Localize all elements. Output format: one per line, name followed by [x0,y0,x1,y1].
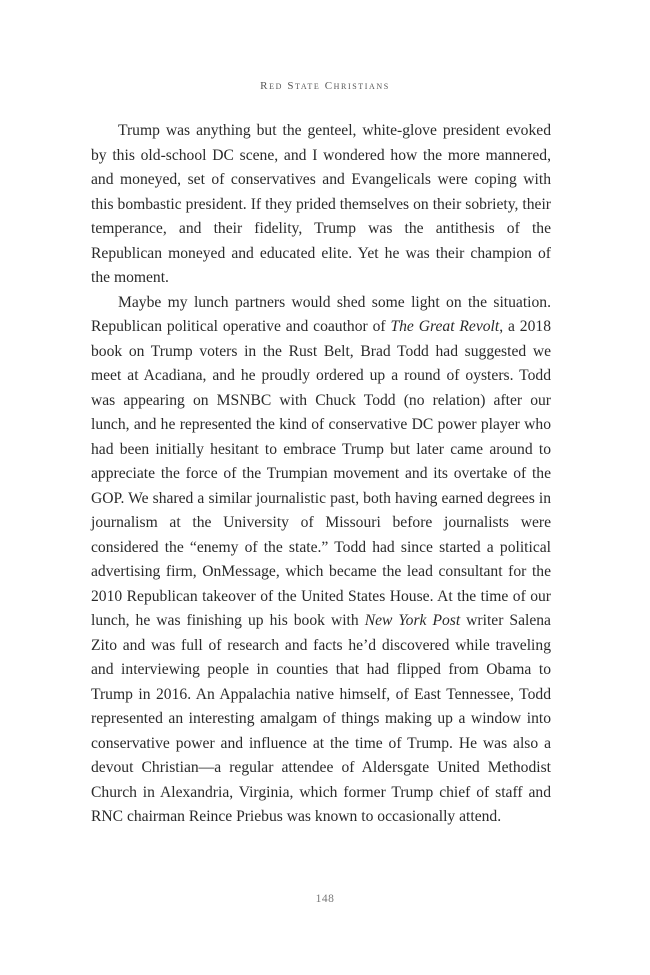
paragraph-1: Trump was anything but the genteel, white-glove president evoked by this old-school DC scene, and I wondered how the more mannered, and moneyed, set of conservatives and Evangelicals were coping with this bombastic president. If they prided themselves on their sobriety, their temperance, and their fidelity, Trump was the antithesis of the Republican moneyed and educated elite. Yet he was their champion of the moment. [91,122,551,286]
paragraph-2-text-3: writer Salena Zito and was full of research and facts he’d discovered while traveling and interviewing people in counties that had flipped from Obama to Trump in 2016. An Appalachia native himself, of East Tennessee, Todd represented an interesting amalgam of things making up a window into conservative power and influence at the time of Trump. He was also a devout Christian—a regular attendee of Aldersgate United Methodist Church in Alexandria, Virginia, which former Trump chief of staff and RNC chairman Reince Priebus was known to occasionally attend. [91,612,551,825]
paragraph-2-text-1: Maybe my lunch partners would shed some light on the situation. Republican political operative and coauthor of [91,293,551,335]
book-title: The Great Revolt [390,318,500,335]
publication-title: New York Post [364,612,461,629]
body-text [91,119,551,830]
paragraph-2 [91,291,551,830]
paragraph-2-text-2: , a 2018 book on Trump voters in the Rust Belt, Brad Todd had suggested we meet at Acadiana, and he proudly ordered up a round of oysters. Todd was appearing on MSNBC with Chuck Todd (no relation) after our lunch, and he represented the kind of conservative DC power player who had been initially hesitant to embrace Trump but later came around to appreciate the force of the Trumpian movement and its overtake of the GOP. We shared a similar journalistic past, both having earned degrees in journalism at the University of Missouri before journalists were considered the “enemy of the state.” Todd had since started a political advertising firm, OnMessage, which became the lead consultant for the 2010 Republican takeover of the United States House. At the time of our lunch, he was finishing up his book with [91,318,551,629]
running-head: Red State Christians [260,80,390,92]
page-number: 148 [315,893,335,905]
